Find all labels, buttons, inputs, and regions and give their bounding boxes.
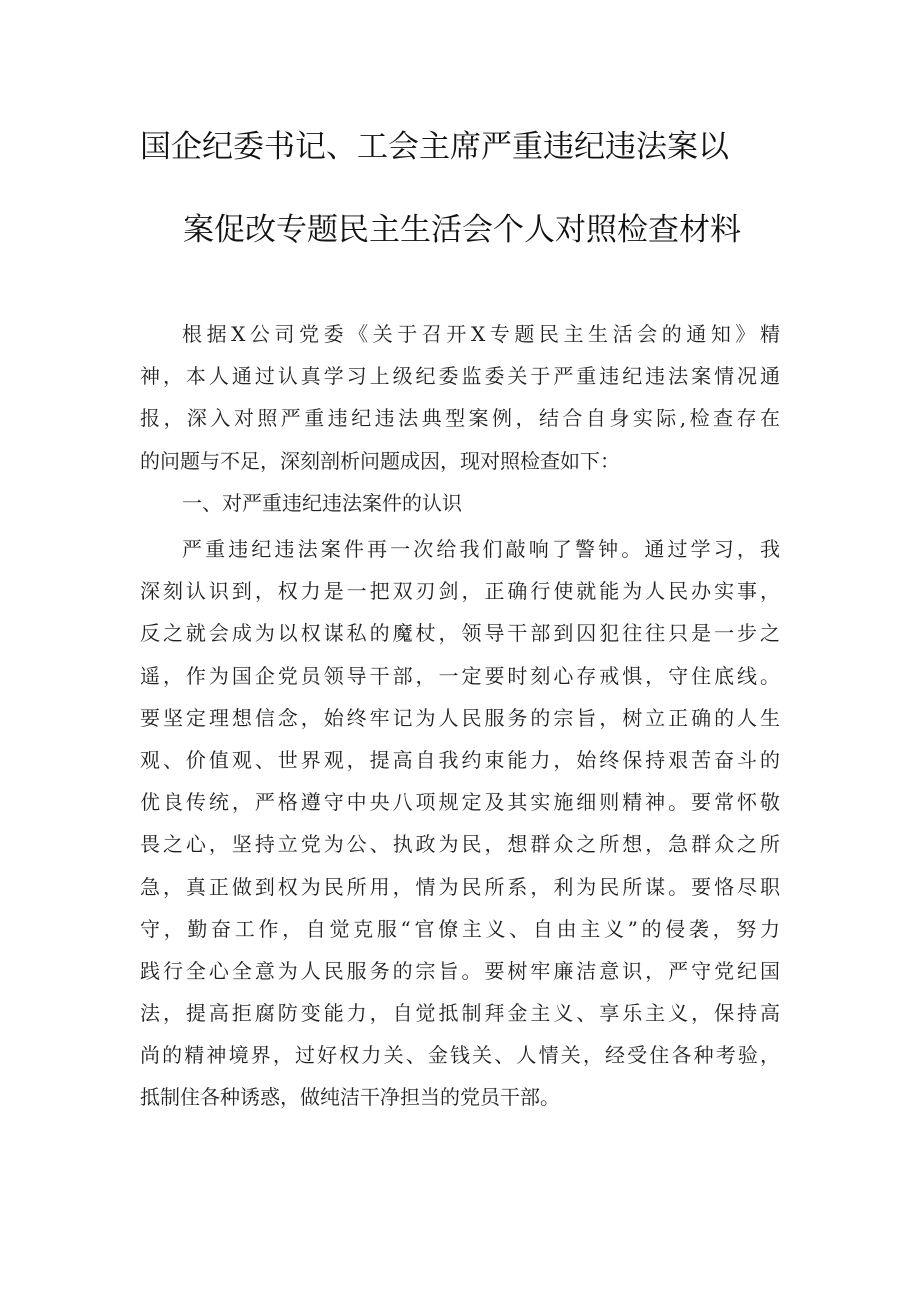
- paragraph-line: 践行全心全意为人民服务的宗旨。要树牢廉洁意识，严守党纪国: [140, 958, 780, 983]
- intro-paragraph: [140, 313, 780, 482]
- paragraph-line: 反之就会成为以权谋私的魔杖，领导干部到囚犯往往只是一步之: [140, 621, 780, 646]
- paragraph-line: 深刻认识到，权力是一把双刃剑，正确行使就能为人民办实事，: [140, 579, 780, 604]
- paragraph-line: 优良传统，严格遵守中央八项规定及其实施细则精神。要常怀敬: [140, 790, 780, 815]
- section-heading-text: 一、对严重违纪违法案件的认识: [182, 491, 462, 515]
- paragraph-line: 神，本人通过认真学习上级纪委监委关于严重违纪违法案情况通: [140, 364, 780, 389]
- paragraph-line: 观、价值观、世界观，提高自我约束能力，始终保持艰苦奋斗的: [140, 747, 780, 772]
- paragraph-line: 畏之心，坚持立党为公、执政为民，想群众之所想，急群众之所: [140, 832, 780, 857]
- document-title-line-1: 国企纪委书记、工会主席严重违纪违法案以: [140, 129, 729, 165]
- paragraph-line: 急，真正做到权为民所用，情为民所系，利为民所谋。要恪尽职: [140, 874, 780, 899]
- document-title-line-2: 案促改专题民主生活会个人对照检查材料: [183, 212, 741, 248]
- section-paragraph: [140, 528, 780, 1119]
- paragraph-line: 报，深入对照严重违纪违法典型案例，结合自身实际,检查存在: [140, 406, 780, 431]
- paragraph-line: 尚的精神境界，过好权力关、金钱关、人情关，经受住各种考验，: [140, 1043, 780, 1068]
- paragraph-line: 抵制住各种诱惑，做纯洁干净担当的党员干部。: [140, 1085, 560, 1110]
- paragraph-line: 严重违纪违法案件再一次给我们敲响了警钟。通过学习，我: [182, 537, 780, 561]
- paragraph-line: 遥，作为国企党员领导干部，一定要时刻心存戒惧，守住底线。: [140, 663, 780, 688]
- paragraph-line: 的问题与不足，深刻剖析问题成因，现对照检查如下：: [140, 448, 620, 473]
- paragraph-line: 根据X公司党委《关于召开X专题民主生活会的通知》精: [182, 322, 780, 346]
- paragraph-line: 守，勤奋工作，自觉克服“官僚主义、自由主义”的侵袭，努力: [140, 916, 780, 941]
- paragraph-line: 法，提高拒腐防变能力，自觉抵制拜金主义、享乐主义，保持高: [140, 1001, 780, 1026]
- section-heading: [140, 482, 780, 524]
- paragraph-line: 要坚定理想信念，始终牢记为人民服务的宗旨，树立正确的人生: [140, 705, 780, 730]
